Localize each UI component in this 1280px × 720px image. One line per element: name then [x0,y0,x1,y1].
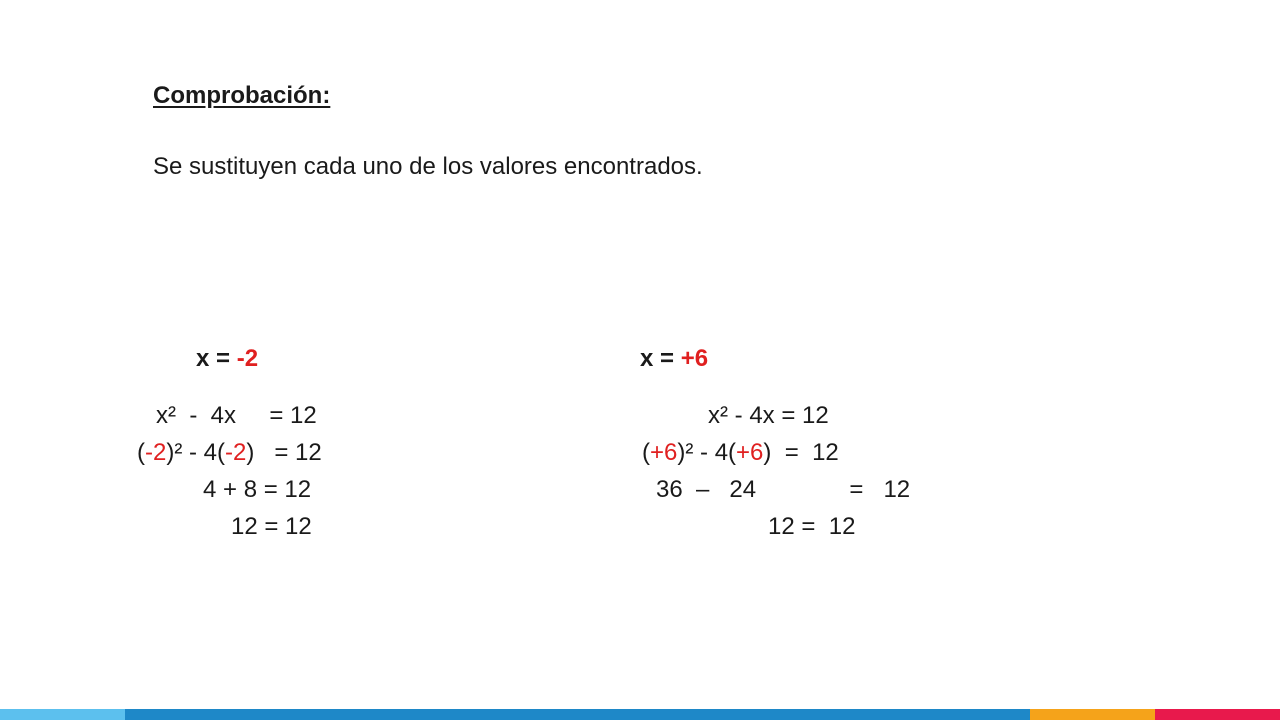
right-line-3: 36 – 24 = 12 [656,476,911,503]
left-line-2-part-1: )² - 4( [166,439,225,466]
left-heading-value: -2 [236,345,259,372]
left-heading [196,345,258,373]
right-line-2-part-0: ( [642,439,650,466]
left-line-2-value-0: -2 [145,439,167,466]
right-heading-prefix: x = [640,345,681,372]
left-line-4: 12 = 12 [231,513,312,540]
left-line-2-part-2: ) = 12 [246,439,322,466]
left-line-2 [137,439,322,467]
left-heading-prefix: x = [196,345,237,372]
page-title: Comprobación: [153,82,331,109]
right-line-1: x² - 4x = 12 [708,402,829,429]
right-line-2-part-1: )² - 4( [677,439,737,466]
left-line-1: x² - 4x = 12 [156,402,317,429]
right-line-2-part-2: ) = 12 [763,439,839,466]
footer-segment-blue [125,709,1030,720]
right-heading-value: +6 [680,345,709,372]
left-line-2-value-1: -2 [225,439,247,466]
right-line-2-value-1: +6 [736,439,764,466]
left-line-2-part-0: ( [137,439,145,466]
footer-color-stripe [0,709,1280,720]
right-line-2-value-0: +6 [650,439,678,466]
left-line-3: 4 + 8 = 12 [203,476,312,503]
right-line-2 [642,439,839,467]
footer-segment-light-blue [0,709,125,720]
footer-segment-pink [1155,709,1280,720]
right-line-4: 12 = 12 [768,513,856,540]
intro-text: Se sustituyen cada uno de los valores encontrados. [153,153,703,180]
footer-segment-orange [1030,709,1155,720]
right-heading [640,345,708,373]
